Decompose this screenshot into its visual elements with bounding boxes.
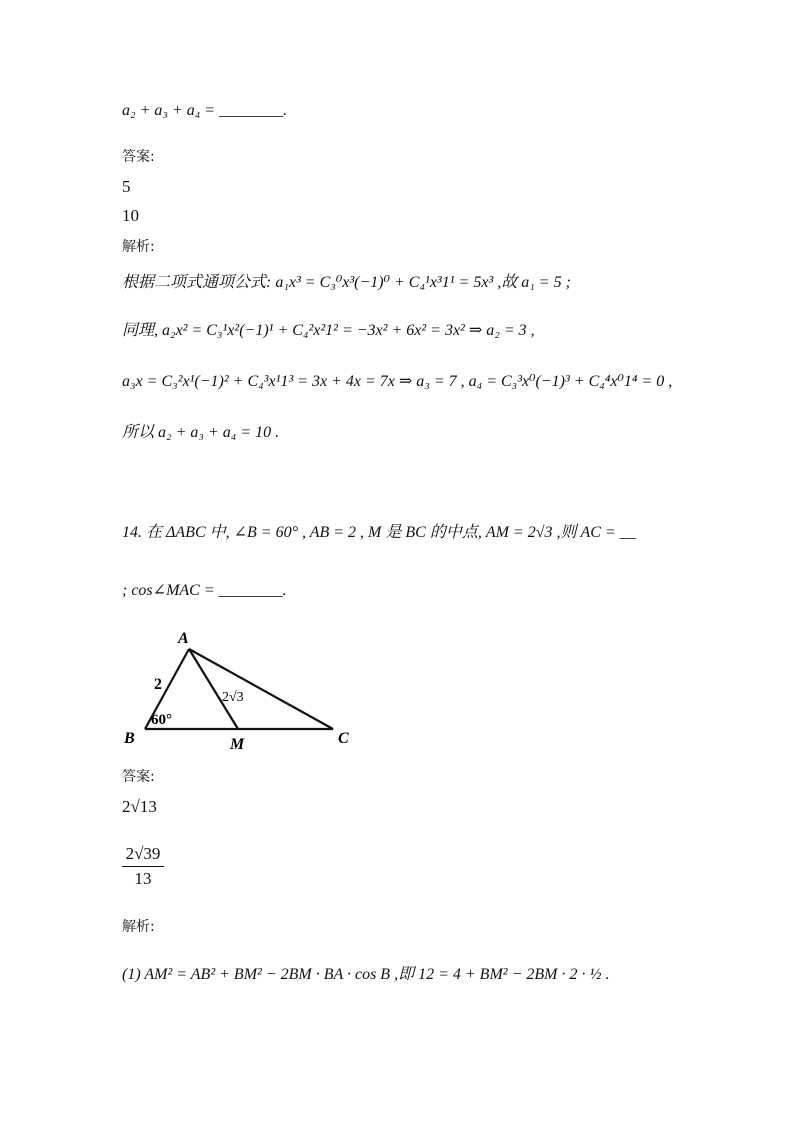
segment-AC — [189, 649, 333, 729]
side-label-AB: 2 — [154, 676, 162, 693]
triangle-figure — [118, 625, 368, 755]
vertex-label-A: A — [178, 630, 189, 647]
q14-answer-2-denominator: 13 — [134, 869, 152, 888]
q13-analysis-line-1: 根据二项式通项公式: a₁x³ = C₃⁰x³(−1)⁰ + C₄¹x³1¹ = 5x³ ,故 a₁ = 5 ; — [122, 274, 571, 291]
vertex-label-M: M — [230, 736, 245, 753]
q14-answer-2-fraction — [122, 844, 164, 889]
q13-sum-blank: a₂ + a₃ + a₄ = ________. — [122, 102, 288, 119]
angle-label-B: 60° — [151, 712, 172, 728]
q13-analysis-line-2: 同理, a₂x² = C₃¹x²(−1)¹ + C₄²x²1² = −3x² + 6x² = 3x² ⇒ a₂ = 3 , — [122, 322, 535, 339]
q14-answer-label: 答案: — [122, 769, 155, 785]
side-label-AM: 2√3 — [222, 690, 244, 705]
q13-analysis-label: 解析: — [122, 239, 155, 255]
fraction-bar — [122, 866, 164, 867]
q14-answer-1: 2√13 — [122, 797, 157, 816]
vertex-label-B: B — [124, 730, 135, 747]
q14-analysis-label: 解析: — [122, 919, 155, 935]
segment-AM — [189, 649, 238, 729]
vertex-label-C: C — [338, 730, 349, 747]
q13-analysis-line-4: 所以 a₂ + a₃ + a₄ = 10 . — [122, 424, 280, 441]
q14-stem-line-1: 14. 在 ΔABC 中, ∠B = 60° , AB = 2 , M 是 BC 的中点, AM = 2√3 ,则 AC = __ — [122, 524, 636, 541]
q13-analysis-line-3: a₃x = C₃²x¹(−1)² + C₄³x¹1³ = 3x + 4x = 7x ⇒ a₃ = 7 , a₄ = C₃³x⁰(−1)³ + C₄⁴x⁰1⁴ = 0 , — [122, 373, 673, 390]
q14-answer-2-numerator: 2√39 — [125, 844, 161, 863]
q13-answer-1: 5 — [122, 177, 131, 196]
q14-analysis-line-1: (1) AM² = AB² + BM² − 2BM · BA · cos B ,即 12 = 4 + BM² − 2BM · 2 · ½ . — [122, 966, 610, 983]
q14-stem-line-2: ; cos∠MAC = ________. — [122, 582, 287, 599]
q13-answer-2: 10 — [122, 206, 139, 225]
q13-answer-label: 答案: — [122, 149, 155, 165]
